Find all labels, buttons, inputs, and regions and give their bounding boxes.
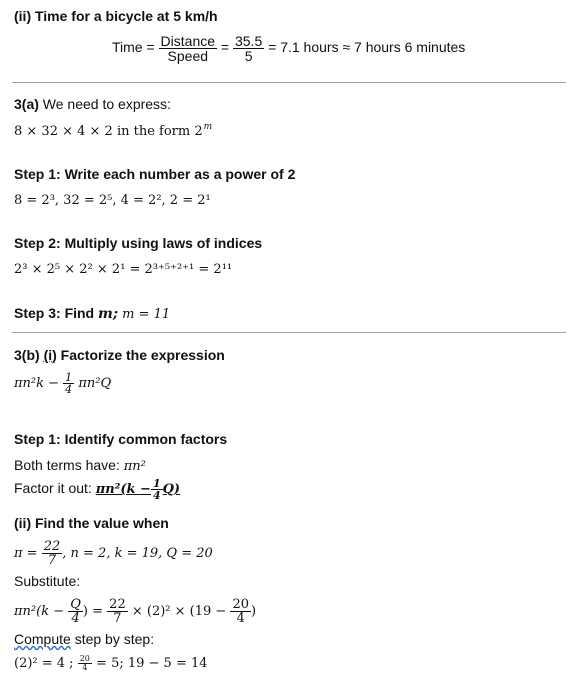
pi-fraction [42, 540, 63, 567]
fraction-denominator: Speed [159, 48, 217, 63]
question-3a-intro [14, 96, 171, 112]
fraction-numerator: 1 [152, 477, 161, 490]
compute-line [14, 631, 154, 647]
factor-out-text: Factor it out: [14, 480, 96, 496]
factored-expression [95, 477, 181, 502]
given-values-line [14, 540, 213, 567]
one-quarter-fraction [63, 372, 74, 395]
final-part-a: (2)² = 4 ; [14, 656, 74, 671]
expression-left: πn²k − [14, 376, 60, 391]
step3-heading: Step 3: Find [14, 305, 98, 321]
step1-heading: Step 1: Write each number as a power of 2 [14, 166, 296, 182]
time-result: = 7.1 hours ≈ 7 hours 6 minutes [268, 39, 466, 56]
final-part-b: = 5; 19 − 5 = 14 [96, 656, 208, 671]
closing-paren: ) [251, 604, 257, 619]
factored-left: πn²(k − [95, 482, 151, 497]
factorize-expression [14, 372, 111, 395]
final-computation-line [14, 655, 208, 672]
expression-base: 8 × 32 × 4 × 2 in the form 2 [14, 124, 203, 139]
both-terms-line [14, 457, 146, 474]
compute-word: Compute [14, 631, 71, 647]
fraction-denominator: 7 [42, 553, 63, 567]
expression-line [14, 124, 212, 139]
fraction-denominator: 7 [107, 611, 128, 625]
common-factor: πn² [123, 459, 146, 474]
question-3b-heading [14, 347, 225, 363]
time-label: Time = [112, 39, 155, 56]
heading-text: Factorize the expression [56, 347, 225, 363]
fraction-numerator: 22 [43, 539, 61, 554]
intro-text: We need to express: [38, 96, 171, 112]
fraction-denominator: 4 [65, 383, 73, 396]
fraction-denominator: 5 [233, 48, 264, 63]
fraction-numerator: 1 [65, 371, 73, 384]
step3-line [14, 305, 170, 322]
variable-m: m; [98, 306, 118, 322]
time-equation [112, 34, 465, 63]
substitution-middle: × (2)² × (19 − [131, 604, 227, 619]
fraction-numerator: 35.5 [234, 33, 263, 49]
substitution-expression [14, 598, 256, 625]
step1-powers-line: 8 = 2³, 32 = 2⁵, 4 = 2², 2 = 2¹ [14, 193, 211, 208]
other-values: , n = 2, k = 19, Q = 20 [62, 546, 213, 561]
section-divider [12, 332, 566, 333]
twenty-two-sevenths-fraction [107, 598, 128, 625]
substitution-left: πn²(k − [14, 604, 65, 619]
compute-rest: step by step: [70, 631, 155, 647]
step2-heading: Step 2: Multiply using laws of indices [14, 235, 263, 251]
fraction-numerator: Distance [160, 33, 216, 49]
factor-out-line [14, 478, 180, 501]
fraction-numerator: Q [70, 597, 81, 612]
both-terms-text: Both terms have: [14, 457, 124, 473]
fraction-denominator: 4 [230, 611, 251, 625]
fraction-numerator: 20 [79, 654, 90, 663]
step3-result: m = 11 [117, 307, 171, 322]
expression-right: πn²Q [78, 376, 112, 391]
section-heading-bicycle-time: (ii) Time for a bicycle at 5 km/h [14, 8, 218, 24]
factored-right: Q) [162, 482, 181, 497]
section-divider [12, 82, 566, 83]
step1-common-factors-heading: Step 1: Identify common factors [14, 431, 228, 447]
substitute-label: Substitute: [14, 573, 81, 589]
substitution-equals: ) = [82, 604, 104, 619]
part-i-label: (i) [43, 347, 57, 363]
fraction-numerator: 20 [232, 597, 249, 612]
fraction-numerator: 22 [109, 597, 126, 612]
twenty-over-four-fraction [230, 598, 251, 625]
step2-product-line: 2³ × 2⁵ × 2² × 2¹ = 2³⁺⁵⁺²⁺¹ = 2¹¹ [14, 262, 233, 277]
distance-over-speed-fraction [159, 34, 217, 63]
question-label: 3(a) [14, 96, 39, 112]
one-quarter-fraction [151, 478, 163, 501]
twenty-over-four-fraction [78, 655, 92, 672]
value-fraction [233, 34, 264, 63]
q-over-4-fraction [68, 598, 83, 625]
fraction-denominator: 4 [68, 611, 83, 625]
equals-sign: = [220, 39, 230, 56]
fraction-denominator: 4 [152, 489, 161, 502]
question-label: 3(b) [14, 347, 44, 363]
exponent: m [203, 122, 213, 132]
pi-equals: π = [14, 546, 38, 561]
part-ii-find-value-heading: (ii) Find the value when [14, 515, 169, 531]
fraction-denominator: 4 [78, 663, 92, 672]
